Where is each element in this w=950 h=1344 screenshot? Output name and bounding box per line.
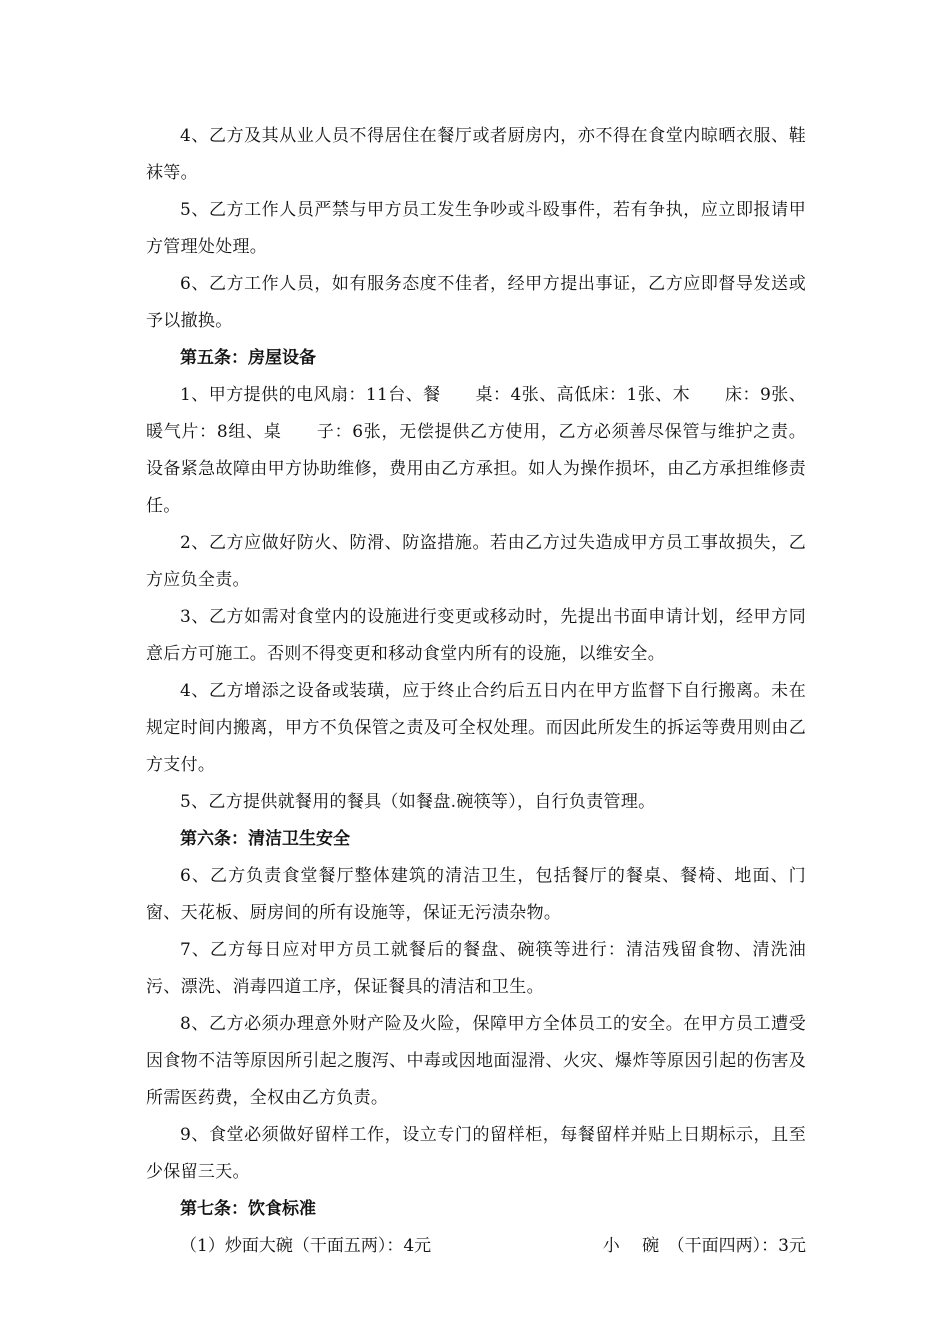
paragraph: 8、乙方必须办理意外财产险及火险，保障甲方全体员工的安全。在甲方员工遭受因食物不洁等原因所引起之腹泻、中毒或因地面湿滑、火灾、爆炸等原因引起的伤害及所需医药费，全权由乙方负责。 xyxy=(146,1014,806,1108)
document-body xyxy=(146,118,806,1228)
paragraph: 5、乙方提供就餐用的餐具（如餐盘.碗筷等），自行负责管理。 xyxy=(180,792,656,812)
paragraph: 7、乙方每日应对甲方员工就餐后的餐盘、碗筷等进行：清洁残留食物、清洗油污、漂洗、消毒四道工序，保证餐具的清洁和卫生。 xyxy=(146,940,806,997)
price-large-bowl: （1）炒面大碗（干面五两）：4元 xyxy=(180,1236,432,1256)
paragraph: 2、乙方应做好防火、防滑、防盗措施。若由乙方过失造成甲方员工事故损失，乙方应负全责。 xyxy=(146,533,806,590)
section-heading: 第七条：饮食标准 xyxy=(180,1199,316,1219)
paragraph: 1、甲方提供的电风扇：11台、餐 桌：4张、高低床：1张、木 床：9张、暖气片：8组、桌 子：6张，无偿提供乙方使用，乙方必须善尽保管与维护之责。设备紧急故障由甲方协助维修，费用由乙方承担。如人为操作损坏，由乙方承担维修责任。 xyxy=(146,385,806,516)
price-small-bowl: 小 碗 （干面四两）：3元 xyxy=(602,1236,806,1256)
paragraph: 6、乙方工作人员，如有服务态度不佳者，经甲方提出事证，乙方应即督导发送或予以撤换。 xyxy=(146,274,806,331)
paragraph: 3、乙方如需对食堂内的设施进行变更或移动时，先提出书面申请计划，经甲方同意后方可施工。否则不得变更和移动食堂内所有的设施，以维安全。 xyxy=(146,607,806,664)
section-heading: 第六条：清洁卫生安全 xyxy=(180,829,350,849)
document-page xyxy=(146,118,806,1265)
paragraph: 9、食堂必须做好留样工作，设立专门的留样柜，每餐留样并贴上日期标示，且至少保留三天。 xyxy=(146,1125,806,1182)
paragraph: 5、乙方工作人员严禁与甲方员工发生争吵或斗殴事件，若有争执，应立即报请甲方管理处处理。 xyxy=(146,200,806,257)
paragraph: 4、乙方及其从业人员不得居住在餐厅或者厨房内，亦不得在食堂内晾晒衣服、鞋袜等。 xyxy=(146,126,806,183)
paragraph: 4、乙方增添之设备或装璜，应于终止合约后五日内在甲方监督下自行搬离。未在规定时间内搬离，甲方不负保管之责及可全权处理。而因此所发生的拆运等费用则由乙方支付。 xyxy=(146,681,806,775)
price-row xyxy=(146,1228,806,1265)
section-heading: 第五条：房屋设备 xyxy=(180,348,316,368)
paragraph: 6、乙方负责食堂餐厅整体建筑的清洁卫生，包括餐厅的餐桌、餐椅、地面、门窗、天花板、厨房间的所有设施等，保证无污渍杂物。 xyxy=(146,866,806,923)
